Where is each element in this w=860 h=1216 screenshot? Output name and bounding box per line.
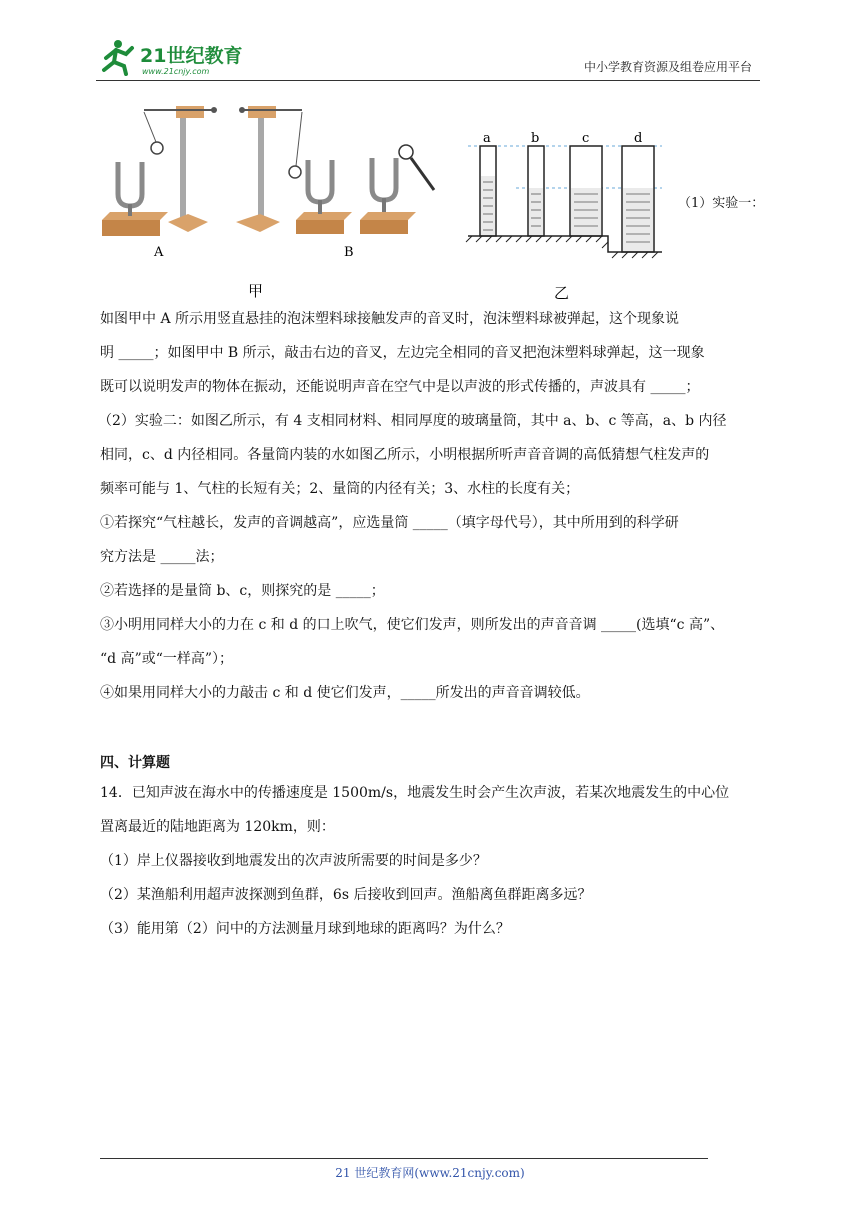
footer-divider (100, 1158, 708, 1159)
question-14-stem: 14．已知声波在海水中的传播速度是 1500m/s，地震发生时会产生次声波，若某次地震发生的中心位 (100, 785, 730, 801)
tuning-fork-b-right-icon (360, 145, 434, 234)
body-line: 相同，c、d 内径相同。各量筒内装的水如图乙所示，小明根据所听声音音调的高低猜想气柱发声的 (100, 447, 710, 463)
body-line: ④如果用同样大小的力敲击 c 和 d 使它们发声，_____所发出的声音音调较低。 (100, 685, 590, 701)
body-line: “d 高”或“一样高”）； (100, 651, 234, 667)
section-title: 四、计算题 (100, 755, 170, 771)
body-line: 如图甲中 A 所示用竖直悬挂的泡沫塑料球接触发声的音叉时，泡沫塑料球被弹起，这个现象说 (100, 311, 680, 327)
site-logo-icon (96, 36, 266, 78)
tuning-fork-b-left-icon (296, 160, 352, 234)
page-footer[interactable]: 21 世纪教育网(www.21cnjy.com) (335, 1166, 525, 1180)
question-14-stem: 置离最近的陆地距离为 120km，则： (100, 819, 335, 835)
body-line: ②若选择的是量筒 b、c，则探究的是 _____； (100, 583, 385, 599)
body-line: 既可以说明发声的物体在振动，还能说明声音在空气中是以声波的形式传播的，声波具有 _____； (100, 379, 700, 395)
body-line: （2）实验二：如图乙所示，有 4 支相同材料、相同厚度的玻璃量筒，其中 a、b、c 等高，a、b 内径 (98, 413, 727, 429)
question-14-part-2: （2）某渔船利用超声波探测到鱼群，6s 后接收到回声。渔船离鱼群距离多远？ (100, 887, 592, 903)
svg-text:B: B (344, 245, 354, 260)
svg-text:d: d (634, 131, 643, 146)
svg-text:a: a (483, 131, 491, 146)
svg-text:b: b (531, 131, 540, 146)
body-line: 频率可能与 1、气柱的长短有关；2、量筒的内径有关；3、水柱的长度有关； (100, 481, 580, 497)
body-line: ③小明用同样大小的力在 c 和 d 的口上吹气，使它们发声，则所发出的声音音调 _____(选填“c 高”、 (100, 617, 725, 633)
svg-text:www.21cnjy.com: www.21cnjy.com (142, 67, 210, 76)
question-14-part-1: （1）岸上仪器接收到地震发出的次声波所需要的时间是多少？ (100, 853, 487, 869)
svg-text:21世纪教育: 21世纪教育 (140, 45, 243, 67)
experiment-one-label: （1）实验一： (678, 196, 765, 211)
body-line: ①若探究“气柱越长，发声的音调越高”，应选量筒 _____（填字母代号），其中所用到的科学研 (100, 515, 679, 531)
svg-text:c: c (582, 131, 590, 146)
page-header (96, 36, 760, 81)
svg-text:甲: 甲 (248, 282, 264, 300)
question-14-part-3: （3）能用第（2）问中的方法测量月球到地球的距离吗？为什么？ (100, 921, 510, 937)
header-platform-text: 中小学教育资源及组卷应用平台 (583, 60, 752, 74)
tuning-fork-a-icon (102, 162, 168, 236)
stand-b-icon (236, 106, 302, 232)
body-line: 究方法是 _____法； (100, 549, 224, 565)
figure-area (96, 94, 776, 304)
body-line: 明 _____；如图甲中 B 所示，敲击右边的音叉，左边完全相同的音叉把泡沫塑料球弹起，这一现象 (100, 345, 705, 361)
svg-text:A: A (154, 245, 164, 260)
cylinders-figure (466, 131, 662, 258)
experiment-figure (96, 94, 776, 304)
svg-text:乙: 乙 (554, 284, 570, 302)
